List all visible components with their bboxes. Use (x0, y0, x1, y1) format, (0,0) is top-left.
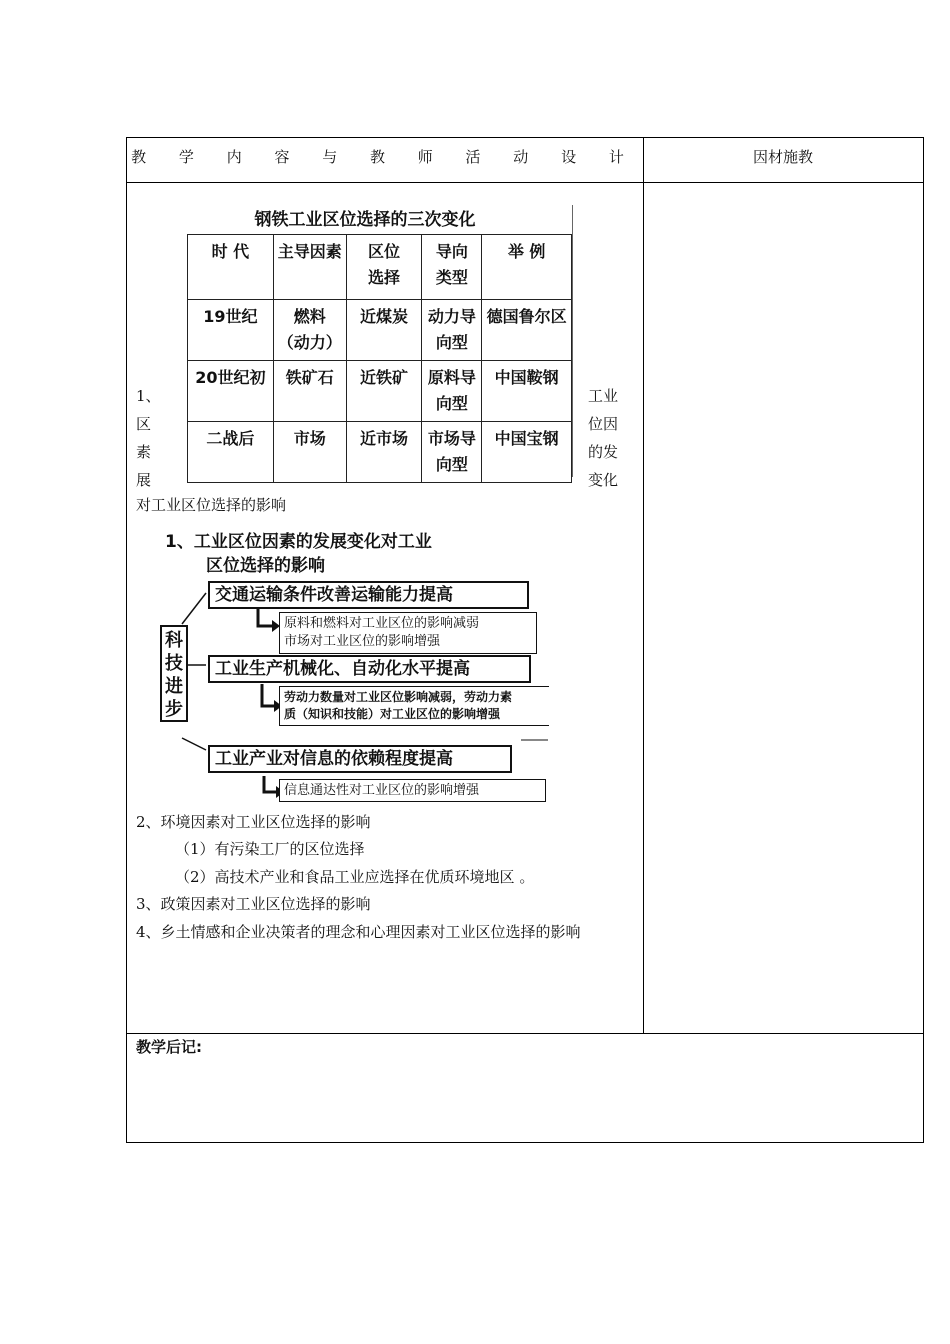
steel-table-cell: 动力导 向型 (422, 300, 482, 361)
steel-table-cell: 市场 (273, 422, 346, 483)
steel-table-cell: 铁矿石 (273, 361, 346, 422)
header-left-title: 教 学 内 容 与 教 师 活 动 设 计 (131, 148, 638, 166)
diagram-root-box: 科 技 进 步 (160, 625, 188, 722)
steel-table-cell: 19世纪 (188, 300, 274, 361)
diagram-title-line1: 1、工业区位因素的发展变化对工业 (165, 532, 432, 552)
side-text-line: 的发 (588, 443, 619, 461)
point-2-sub-1: （1）有污染工厂的区位选择 (175, 840, 365, 858)
steel-table-cell: 20世纪初 (188, 361, 274, 422)
steel-table-header-cell: 举 例 (482, 235, 572, 300)
side-text-line: 区 (136, 415, 152, 433)
steel-table-title: 钢铁工业区位选择的三次变化 (254, 210, 476, 230)
steel-table-cell: 近铁矿 (346, 361, 422, 422)
steel-table-cell: 中国鞍钢 (482, 361, 572, 422)
steel-table-header-cell: 时 代 (188, 235, 274, 300)
branch-1-detail: 原料和燃料对工业区位的影响减弱 市场对工业区位的影响增强 (279, 612, 537, 654)
header-right-title: 因材施教 (752, 148, 813, 166)
branch-2-detail: 劳动力数量对工业区位影响减弱，劳动力素 质（知识和技能）对工业区位的影响增强 (279, 686, 549, 726)
side-text-line: 位因 (588, 415, 619, 433)
side-text-line: 展 (136, 471, 152, 489)
side-text-line: 变化 (588, 471, 619, 489)
steel-table-header-cell: 导向 类型 (422, 235, 482, 300)
steel-table-cell: 近市场 (346, 422, 422, 483)
steel-table-cell: 燃料 （动力） (273, 300, 346, 361)
point-2-sub-2: （2）高技术产业和食品工业应选择在优质环境地区 。 (175, 868, 535, 886)
steel-table-header-cell: 区位 选择 (346, 235, 422, 300)
steel-table-cell: 原料导 向型 (422, 361, 482, 422)
steel-table-cell: 近煤炭 (346, 300, 422, 361)
postscript-label: 教学后记: (136, 1038, 202, 1056)
branch-1-head: 交通运输条件改善运输能力提高 (208, 581, 529, 609)
side-text-line: 工业 (588, 387, 619, 405)
point-2: 2、环境因素对工业区位选择的影响 (136, 813, 371, 831)
steel-table-cell: 德国鲁尔区 (482, 300, 572, 361)
steel-table-header-cell: 主导因素 (273, 235, 346, 300)
point-4: 4、乡土情感和企业决策者的理念和心理因素对工业区位选择的影响 (136, 923, 581, 941)
branch-3-detail: 信息通达性对工业区位的影响增强 (279, 779, 546, 802)
side-text-continuation: 对工业区位选择的影响 (136, 496, 287, 514)
diagram-title-line2: 区位选择的影响 (206, 556, 325, 576)
side-text-line: 1、 (136, 387, 161, 405)
side-text-line: 素 (136, 443, 152, 461)
steel-table-cell: 中国宝钢 (482, 422, 572, 483)
point-3: 3、政策因素对工业区位选择的影响 (136, 895, 371, 913)
branch-2-head: 工业生产机械化、自动化水平提高 (208, 655, 531, 683)
steel-table-cell: 市场导 向型 (422, 422, 482, 483)
branch-3-head: 工业产业对信息的依赖程度提高 (208, 745, 512, 773)
steel-table-cell: 二战后 (188, 422, 274, 483)
